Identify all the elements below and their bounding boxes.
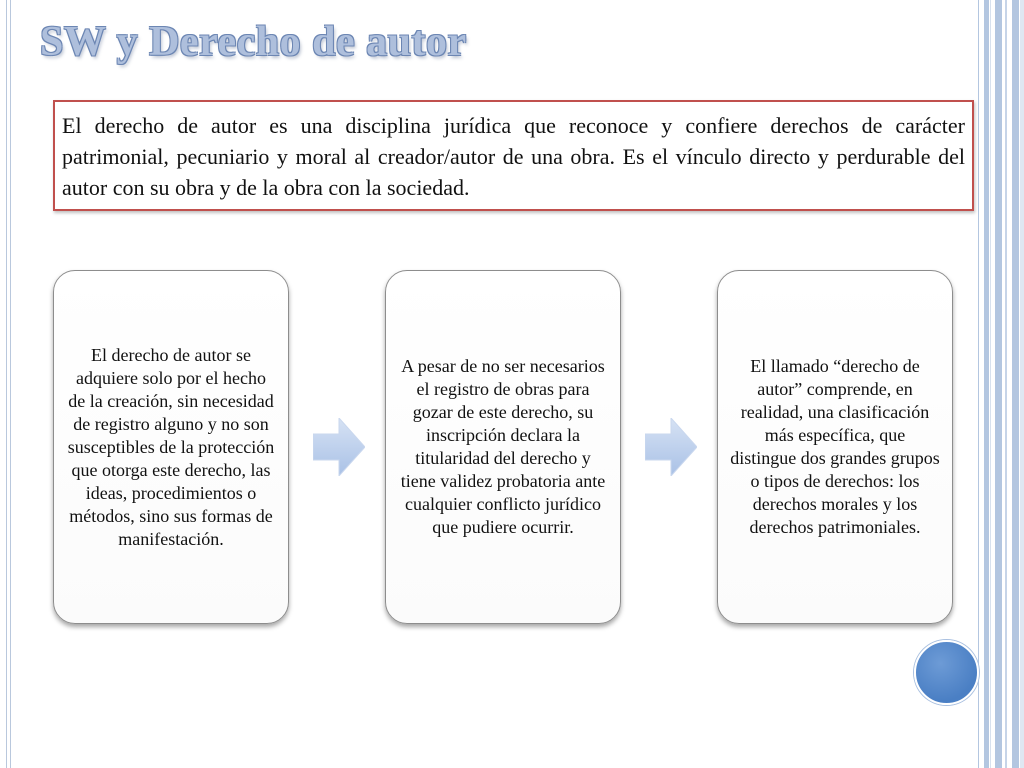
right-stripe-6 bbox=[1012, 0, 1019, 768]
process-card-1-text: El derecho de autor se adquiere solo por el hecho de la creación, sin necesidad de registro alguno y no son susceptibles de la protección que otorga este derecho, las ideas, procedimientos o métodos, sino sus formas de manifestación. bbox=[67, 344, 275, 549]
right-stripe-7 bbox=[1020, 0, 1024, 768]
process-card-2 bbox=[385, 270, 621, 624]
right-stripe-5 bbox=[1005, 0, 1007, 768]
right-stripe-1 bbox=[978, 0, 979, 768]
process-card-3 bbox=[717, 270, 953, 624]
decorative-circle bbox=[914, 640, 979, 705]
slide-title: SW y Derecho de autor bbox=[40, 19, 467, 65]
arrow-right-icon bbox=[313, 418, 365, 476]
right-stripe-3 bbox=[990, 0, 991, 768]
process-card-3-text: El llamado “derecho de autor” comprende, en realidad, una clasificación más específica, que distingue dos grandes grupos o tipos de derechos: los derechos morales y los derechos patrimoniales. bbox=[730, 356, 940, 537]
right-stripe-2 bbox=[984, 0, 989, 768]
arrow-right-icon-2 bbox=[645, 418, 697, 476]
left-border-line bbox=[6, 0, 7, 768]
right-stripe-4 bbox=[995, 0, 1002, 768]
left-border-line-inner bbox=[10, 0, 11, 768]
process-card-2-text: A pesar de no ser necesarios el registro de obras para gozar de este derecho, su inscripción declara la titularidad del derecho y tiene validez probatoria ante cualquier conflicto jurídico que pudiere ocurrir. bbox=[400, 356, 606, 537]
process-card-1 bbox=[53, 270, 289, 624]
definition-box: El derecho de autor es una disciplina jurídica que reconoce y confiere derechos de carácter patrimonial, pecuniario y moral al creador/autor de una obra. Es el vínculo directo y perdurable del autor con su obra y de la obra con la sociedad. bbox=[53, 100, 974, 211]
